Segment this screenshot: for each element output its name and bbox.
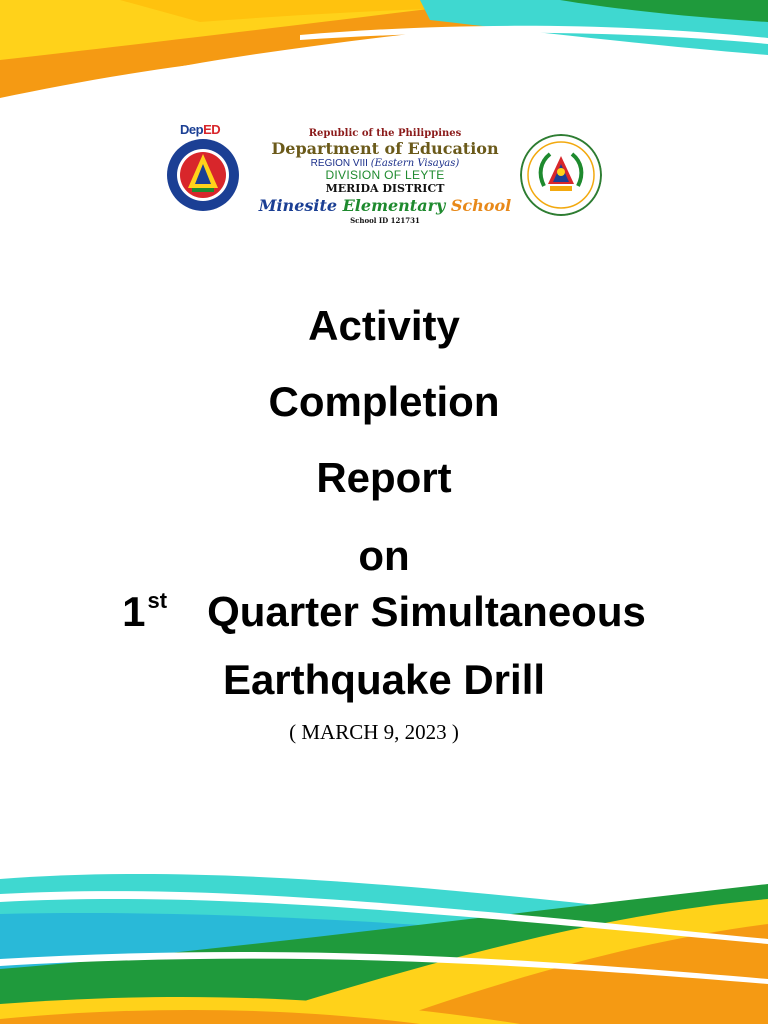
- district-label: MERIDA DISTRICT: [325, 182, 445, 196]
- letterhead: [0, 118, 768, 238]
- department-label: Department of Education: [271, 138, 499, 158]
- division-label: DIVISION OF LEYTE: [325, 168, 445, 183]
- title-line-report: Report: [316, 454, 452, 501]
- school-name: Minesite Elementary School: [258, 195, 512, 215]
- title-line-earthquake-drill: Earthquake Drill: [222, 656, 546, 703]
- region-label: REGION VIII (Eastern Visayas): [310, 157, 460, 169]
- school-id: School ID 121731: [350, 216, 420, 226]
- title-line-completion: Completion: [268, 378, 500, 425]
- ordinal-number: 1st: [122, 588, 168, 635]
- deped-division-seal-icon: [166, 138, 240, 212]
- title-line-on: on: [358, 532, 410, 579]
- school-seal-icon: [520, 134, 602, 216]
- bottom-decorative-banner: [0, 854, 768, 1024]
- agency-header: [255, 128, 515, 225]
- deped-logo: DepED: [180, 122, 221, 137]
- republic-label: Republic of the Philippines: [308, 128, 462, 139]
- report-date: ( MARCH 9, 2023 ): [289, 720, 459, 744]
- title-line-activity: Activity: [308, 302, 460, 349]
- top-decorative-banner: [0, 0, 768, 120]
- title-line-quarter: 1st Quarter Simultaneous: [122, 588, 646, 635]
